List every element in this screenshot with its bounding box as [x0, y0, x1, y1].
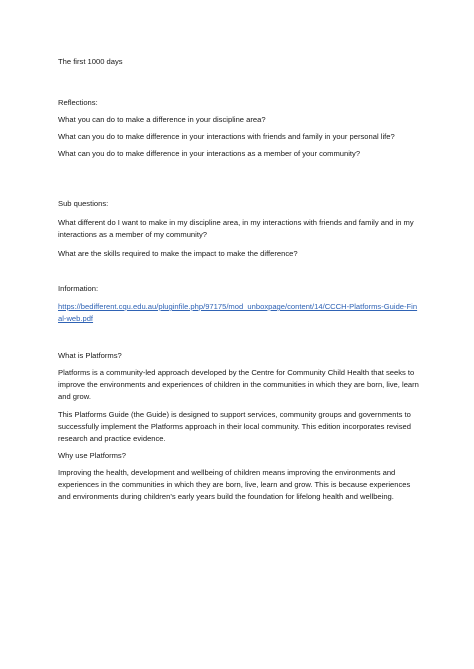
- what-is-paragraph: This Platforms Guide (the Guide) is designed to support services, community groups and governments to successfully implement the Platforms approach in their local community. This edition incorporates revised research and practice evidence.: [58, 410, 411, 444]
- what-is-paragraph: Platforms is a community-led approach developed by the Centre for Community Child Health that seeks to improve the environments and experiences of children in the communities in which they are born, live, learn and grow.: [58, 368, 419, 402]
- reflection-item: What can you do to make difference in your interactions as a member of your community?: [58, 149, 361, 158]
- information-link-wrap: [58, 301, 420, 325]
- platforms-guide-link[interactable]: https://bedifferent.cqu.edu.au/pluginfile.php/97175/mod_unboxpage/content/14/CCCH-Platforms-Guide-Final-web.pdf: [58, 302, 418, 324]
- reflection-item: What can you do to make difference in your interactions with friends and family in your personal life?: [58, 132, 395, 141]
- why-use-paragraph: Improving the health, development and wellbeing of children means improving the environments and experiences in the communities in which they are born, live, learn and grow. This is because experiences and environments during children’s early years build the foundation for lifelong health and wellbeing.: [58, 468, 411, 502]
- information-heading: Information:: [58, 284, 99, 293]
- reflection-item: What you can do to make a difference in your discipline area?: [58, 115, 266, 124]
- sub-questions-heading: Sub questions:: [58, 199, 109, 208]
- what-is-heading: What is Platforms?: [58, 351, 122, 360]
- document-title: The first 1000 days: [58, 57, 123, 66]
- reflections-heading: Reflections:: [58, 98, 98, 107]
- sub-question-item: What different do I want to make in my discipline area, in my interactions with friends and family and in my interactions as a member of my community?: [58, 218, 414, 240]
- why-use-heading: Why use Platforms?: [58, 451, 126, 460]
- sub-question-item: What are the skills required to make the impact to make the difference?: [58, 249, 298, 258]
